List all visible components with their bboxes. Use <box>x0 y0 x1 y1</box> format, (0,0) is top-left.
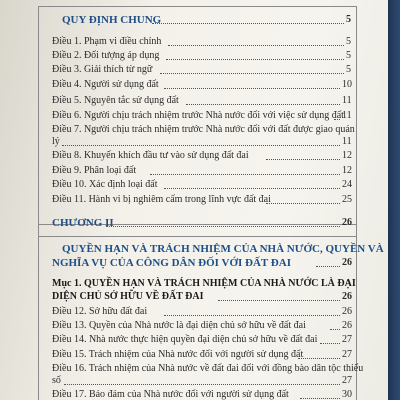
page-number: 5 <box>346 36 351 47</box>
leader-dots <box>330 329 340 330</box>
page-number: 26 <box>342 320 352 331</box>
left-border <box>38 6 39 400</box>
page-number: 10 <box>342 79 352 90</box>
leader-dots <box>64 384 340 385</box>
toc-entry: Điều 17. Bảo đảm của Nhà nước đối với người sử dụng đất <box>52 389 289 400</box>
page-number: 11 <box>342 136 352 147</box>
toc-entry: Điều 5. Nguyên tắc sử dụng đất <box>52 95 179 106</box>
page-number: 11 <box>342 95 352 106</box>
toc-entry: Điều 2. Đối tượng áp dụng <box>52 50 160 61</box>
leader-dots <box>62 145 340 146</box>
leader-dots <box>150 174 340 175</box>
toc-entry: Điều 13. Quyền của Nhà nước là đại diện chủ sở hữu về đất đai <box>52 320 306 331</box>
page-number: 24 <box>342 179 352 190</box>
chapter-heading: QUY ĐỊNH CHUNG <box>62 14 162 26</box>
page-number: 27 <box>342 334 352 345</box>
leader-dots <box>106 226 340 227</box>
page-number: 30 <box>342 389 352 400</box>
book-cover-edge <box>388 0 400 400</box>
page-number: 11 <box>342 110 352 121</box>
section-heading: DIỆN CHỦ SỞ HỮU VỀ ĐẤT ĐAI <box>52 291 204 302</box>
page-number: 26 <box>342 306 352 317</box>
toc-entry: Điều 1. Phạm vi điều chỉnh <box>52 36 162 47</box>
chapter-heading: CHƯƠNG II <box>52 217 114 229</box>
leader-dots <box>266 203 340 204</box>
leader-dots <box>320 343 340 344</box>
page-number: 12 <box>342 165 352 176</box>
leader-dots <box>160 73 344 74</box>
right-border <box>356 6 357 400</box>
toc-entry: Điều 3. Giải thích từ ngữ <box>52 64 153 75</box>
page-number: 5 <box>346 64 351 75</box>
chapter-title: NGHĨA VỤ CỦA CÔNG DÂN ĐỐI VỚI ĐẤT ĐAI <box>52 257 291 269</box>
leader-dots <box>168 45 344 46</box>
page-number: 26 <box>342 257 352 268</box>
toc-entry: Điều 16. Trách nhiệm của Nhà nước về đất đai đối với đồng bào dân tộc thiểu <box>52 363 364 374</box>
toc-entry: Điều 10. Xác định loại đất <box>52 179 158 190</box>
page-number: 27 <box>342 349 352 360</box>
toc-entry: Điều 8. Khuyến khích đầu tư vào sử dụng đất đai <box>52 150 249 161</box>
leader-dots <box>218 300 340 301</box>
toc-entry: Điều 7. Người chịu trách nhiệm trước Nhà nước đối với đất được giao quản <box>52 124 355 135</box>
leader-dots <box>300 398 340 399</box>
leader-dots <box>334 119 340 120</box>
leader-dots <box>164 315 340 316</box>
leader-dots <box>164 88 340 89</box>
section-heading: Mục 1. QUYỀN HẠN VÀ TRÁCH NHIỆM CỦA NHÀ NƯỚC LÀ ĐẠI <box>52 278 356 289</box>
leader-dots <box>164 188 340 189</box>
toc-entry: Điều 9. Phân loại đất <box>52 165 137 176</box>
toc-entry: Điều 14. Nhà nước thực hiện quyền đại diện chủ sở hữu về đất đai <box>52 334 318 345</box>
page-number: 12 <box>342 150 352 161</box>
leader-dots <box>152 23 344 24</box>
page-number: 5 <box>346 50 351 61</box>
leader-dots <box>298 358 340 359</box>
page-number: 5 <box>346 14 351 25</box>
section-rule <box>38 236 356 237</box>
toc-entry-continuation: số <box>52 375 61 386</box>
toc-entry: Điều 12. Sở hữu đất đai <box>52 306 148 317</box>
leader-dots <box>316 266 340 267</box>
toc-entry-continuation: lý <box>52 136 60 147</box>
toc-entry: Điều 4. Người sử dụng đất <box>52 79 159 90</box>
toc-entry: Điều 6. Người chịu trách nhiệm trước Nhà nước đối với việc sử dụng đất <box>52 110 344 121</box>
leader-dots <box>266 159 340 160</box>
leader-dots <box>166 59 344 60</box>
page-number: 26 <box>342 291 352 302</box>
toc-entry: Điều 15. Trách nhiệm của Nhà nước đối với người sử dụng đất <box>52 349 304 360</box>
chapter-title: QUYỀN HẠN VÀ TRÁCH NHIỆM CỦA NHÀ NƯỚC, QUYỀN VÀ <box>62 243 384 255</box>
page-number: 25 <box>342 194 352 205</box>
top-rule <box>38 6 356 7</box>
toc-entry: Điều 11. Hành vi bị nghiêm cấm trong lĩnh vực đất đai <box>52 194 271 205</box>
page-number: 26 <box>342 217 352 228</box>
page-number: 27 <box>342 375 352 386</box>
leader-dots <box>186 104 340 105</box>
